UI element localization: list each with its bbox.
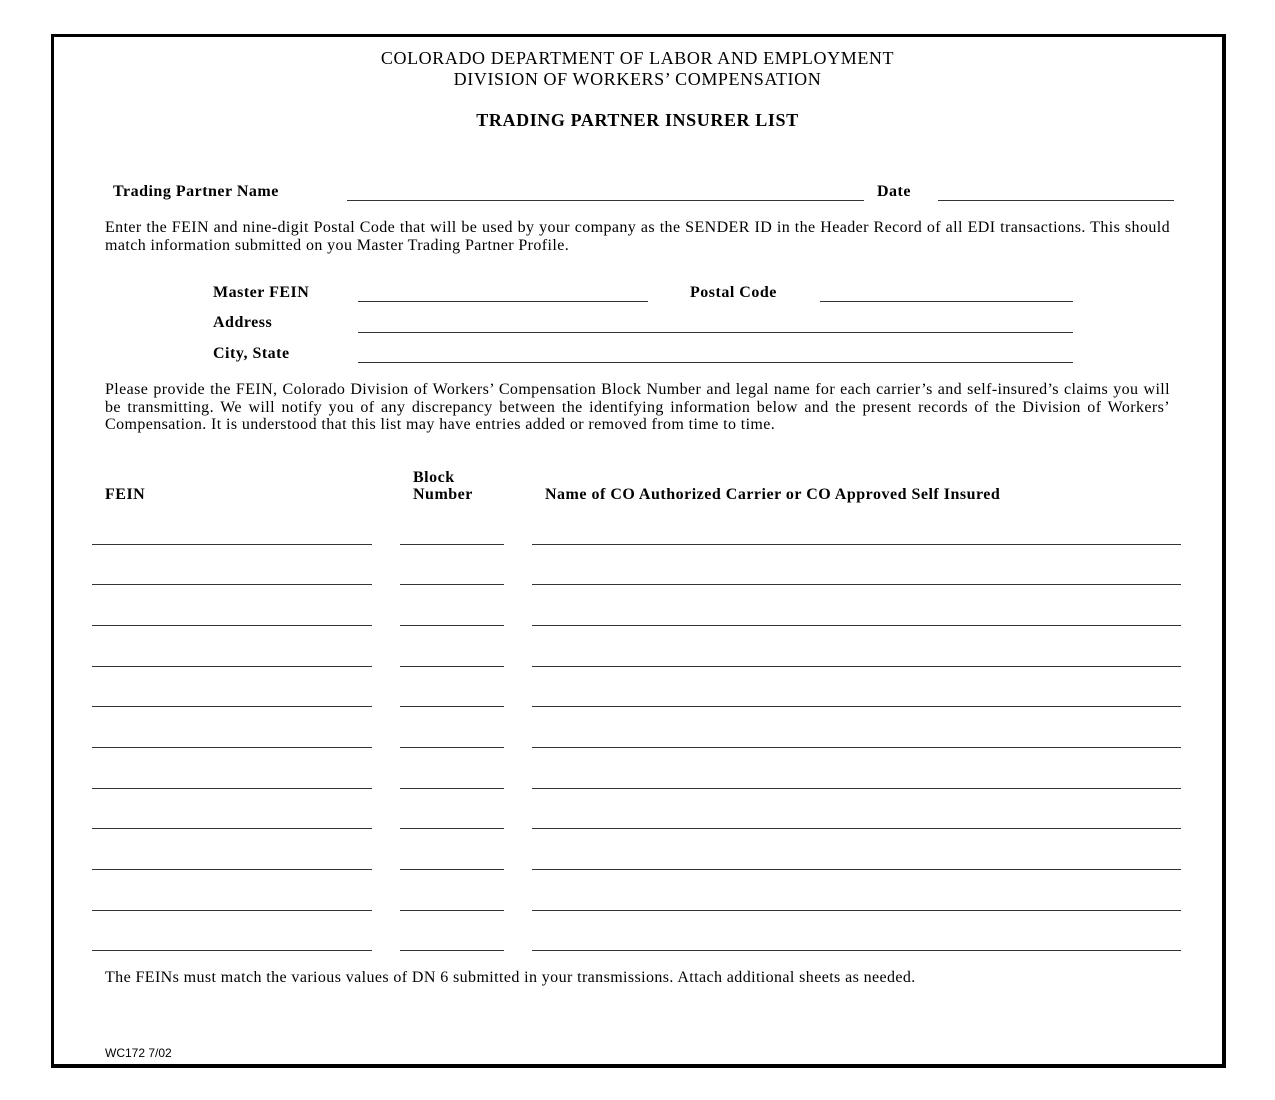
block-number-underline [400, 706, 504, 707]
block-number-field[interactable] [400, 806, 504, 827]
carrier-name-underline [532, 706, 1181, 707]
carrier-name-underline [532, 625, 1181, 626]
city-state-label: City, State [213, 345, 290, 362]
carrier-name-field[interactable] [532, 847, 1181, 868]
block-number-underline [400, 625, 504, 626]
fein-field[interactable] [92, 603, 372, 624]
fein-field[interactable] [92, 766, 372, 787]
carrier-name-field[interactable] [532, 562, 1181, 583]
block-number-underline [400, 910, 504, 911]
carrier-name-field[interactable] [532, 928, 1181, 949]
block-number-field[interactable] [400, 847, 504, 868]
fein-underline [92, 706, 372, 707]
block-number-field[interactable] [400, 928, 504, 949]
postal-code-underline [820, 301, 1073, 302]
carrier-name-underline [532, 584, 1181, 585]
footer-note: The FEINs must match the various values of DN 6 submitted in your transmissions. Attach additional sheets as needed. [105, 969, 916, 986]
block-number-field[interactable] [400, 644, 504, 665]
block-number-underline [400, 666, 504, 667]
fein-field[interactable] [92, 725, 372, 746]
form-code: WC172 7/02 [105, 1046, 172, 1060]
block-number-field[interactable] [400, 766, 504, 787]
block-number-underline [400, 869, 504, 870]
fein-underline [92, 747, 372, 748]
trading-partner-name-underline [347, 200, 864, 201]
trading-partner-name-label: Trading Partner Name [113, 183, 279, 200]
trading-partner-name-field[interactable] [347, 180, 864, 200]
carrier-name-field[interactable] [532, 725, 1181, 746]
city-state-underline [358, 362, 1073, 363]
block-number-field[interactable] [400, 603, 504, 624]
carrier-name-underline [532, 869, 1181, 870]
fein-underline [92, 788, 372, 789]
fein-underline [92, 584, 372, 585]
fein-field[interactable] [92, 522, 372, 543]
agency-name: COLORADO DEPARTMENT OF LABOR AND EMPLOYMENT [380, 48, 895, 68]
date-field[interactable] [938, 180, 1174, 200]
city-state-field[interactable] [358, 342, 1073, 362]
fein-field[interactable] [92, 644, 372, 665]
carrier-name-field[interactable] [532, 806, 1181, 827]
fein-field[interactable] [92, 928, 372, 949]
block-number-underline [400, 584, 504, 585]
fein-underline [92, 950, 372, 951]
block-number-underline [400, 747, 504, 748]
master-fein-field[interactable] [358, 281, 648, 301]
fein-underline [92, 910, 372, 911]
sender-id-instructions: Enter the FEIN and nine-digit Postal Code that will be used by your company as the SENDER ID in the Header Record of all EDI transactions. This should match information submitted on you Master Trading Partner Profile. [105, 219, 1170, 254]
carrier-name-underline [532, 788, 1181, 789]
block-number-underline [400, 788, 504, 789]
fein-field[interactable] [92, 888, 372, 909]
master-fein-underline [358, 301, 648, 302]
fein-underline [92, 828, 372, 829]
fein-field[interactable] [92, 684, 372, 705]
carrier-name-underline [532, 828, 1181, 829]
carrier-name-field[interactable] [532, 603, 1181, 624]
fein-field[interactable] [92, 562, 372, 583]
carrier-name-field[interactable] [532, 766, 1181, 787]
column-header-carrier-name: Name of CO Authorized Carrier or CO Approved Self Insured [545, 486, 1001, 503]
fein-underline [92, 869, 372, 870]
carrier-name-field[interactable] [532, 684, 1181, 705]
carrier-name-field[interactable] [532, 888, 1181, 909]
block-number-field[interactable] [400, 562, 504, 583]
postal-code-label: Postal Code [690, 284, 777, 301]
block-number-underline [400, 544, 504, 545]
address-underline [358, 332, 1073, 333]
fein-underline [92, 625, 372, 626]
fein-underline [92, 666, 372, 667]
block-number-field[interactable] [400, 725, 504, 746]
block-number-underline [400, 950, 504, 951]
fein-field[interactable] [92, 806, 372, 827]
fein-underline [92, 544, 372, 545]
block-number-field[interactable] [400, 684, 504, 705]
carrier-name-underline [532, 666, 1181, 667]
division-name: DIVISION OF WORKERS’ COMPENSATION [453, 69, 822, 89]
master-fein-label: Master FEIN [213, 284, 310, 301]
block-number-underline [400, 828, 504, 829]
address-label: Address [213, 314, 273, 331]
insurer-list-instructions: Please provide the FEIN, Colorado Division of Workers’ Compensation Block Number and legal name for each carrier’s and self-insured’s claims you will be transmitting. We will notify you of any discrepancy between the identifying information below and the present records of the Division of Workers’ Compensation. It is understood that this list may have entries added or removed from time to time. [105, 381, 1170, 433]
carrier-name-field[interactable] [532, 522, 1181, 543]
column-header-block-line2: Number [413, 486, 473, 503]
carrier-name-underline [532, 950, 1181, 951]
column-header-fein: FEIN [105, 486, 146, 503]
date-underline [938, 200, 1174, 201]
carrier-name-underline [532, 544, 1181, 545]
column-header-block-line1: Block [413, 469, 455, 486]
date-label: Date [877, 183, 911, 200]
postal-code-field[interactable] [820, 281, 1073, 301]
address-field[interactable] [358, 312, 1073, 332]
fein-field[interactable] [92, 847, 372, 868]
form-title: TRADING PARTNER INSURER LIST [476, 110, 799, 130]
block-number-field[interactable] [400, 888, 504, 909]
carrier-name-underline [532, 747, 1181, 748]
carrier-name-field[interactable] [532, 644, 1181, 665]
block-number-field[interactable] [400, 522, 504, 543]
carrier-name-underline [532, 910, 1181, 911]
